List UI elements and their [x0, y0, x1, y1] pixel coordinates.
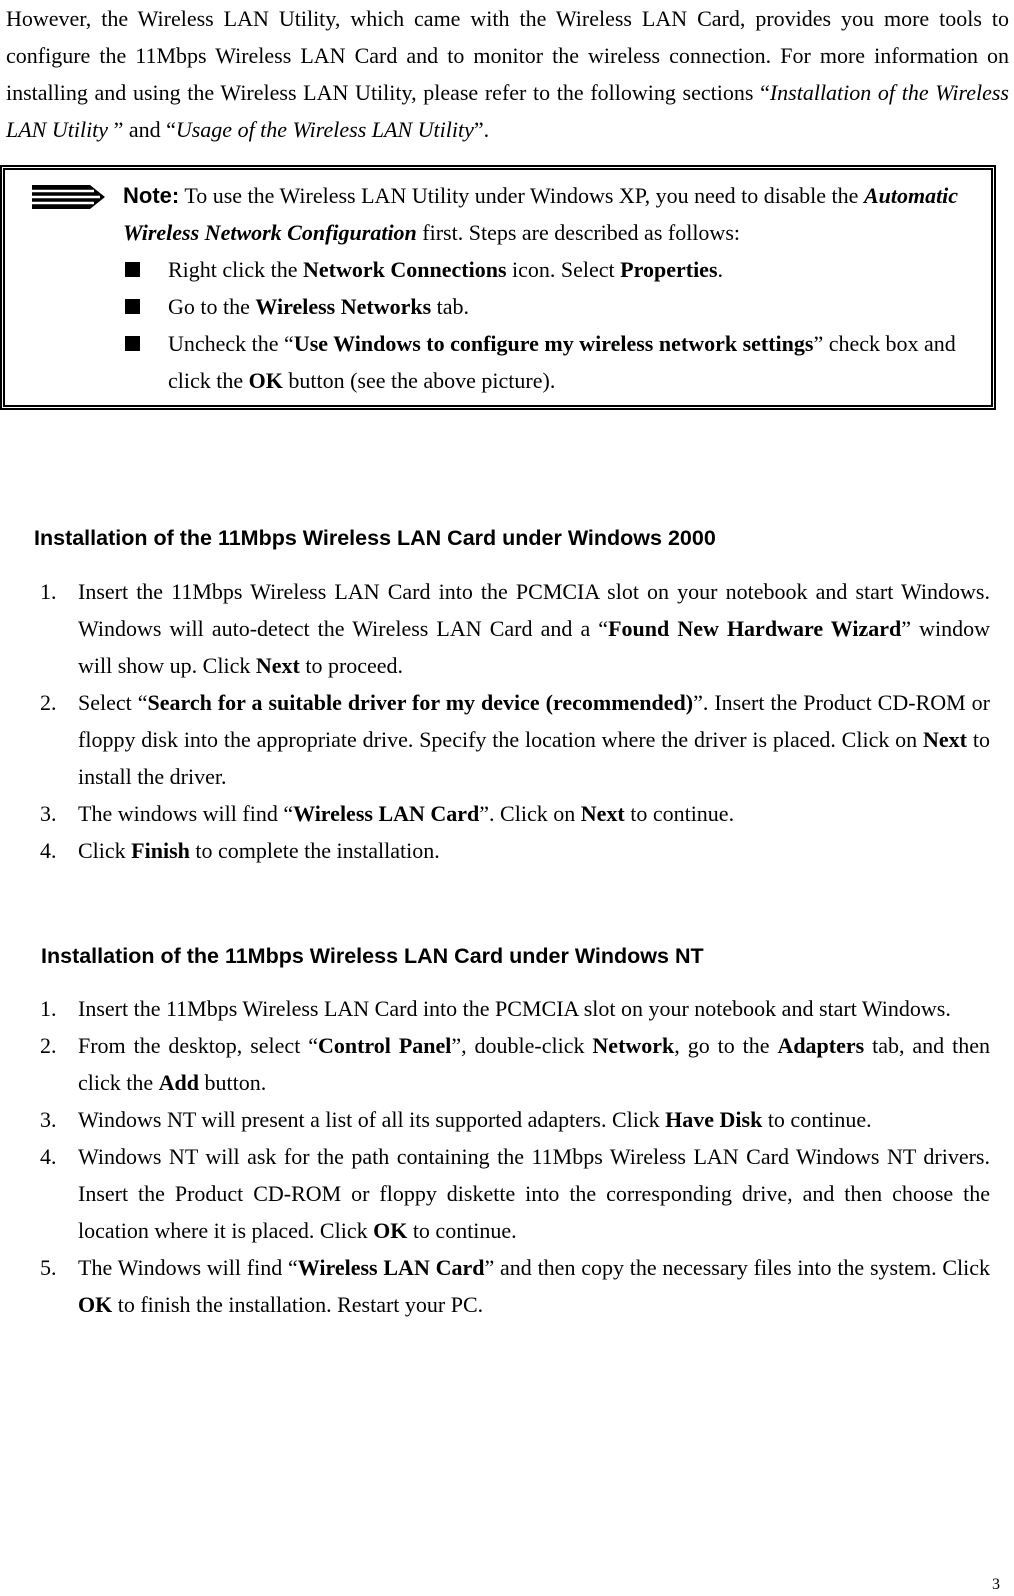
use-windows-setting-term: Use Windows to configure my wireless network settings — [293, 331, 814, 356]
bullet-text: Right click the — [168, 257, 304, 282]
step-item — [40, 795, 990, 832]
step-item — [40, 573, 990, 684]
bullet-text: . — [717, 257, 724, 282]
note-bullet-item — [123, 288, 983, 325]
step-text: The Windows will find “ — [78, 1255, 298, 1280]
step-text: Windows NT will present a list of all its supported adapters. Click — [78, 1107, 666, 1132]
network-term: Network — [592, 1033, 675, 1058]
step-text: to proceed. — [299, 653, 404, 678]
step-number: 1. — [40, 579, 57, 604]
step-item — [40, 1101, 990, 1138]
step-number: 5. — [40, 1255, 57, 1280]
step-item — [40, 1027, 990, 1101]
note-text-part: To use the Wireless LAN Utility under Windows XP, you need to disable the — [179, 183, 864, 208]
wireless-lan-card-term: Wireless LAN Card — [297, 1255, 485, 1280]
found-new-hardware-term: Found New Hardware Wizard — [608, 616, 902, 641]
wireless-networks-term: Wireless Networks — [255, 294, 432, 319]
have-disk-term: Have Disk — [665, 1107, 763, 1132]
steps-windows-2000 — [40, 573, 990, 869]
next-term: Next — [923, 727, 968, 752]
step-text: Insert the 11Mbps Wireless LAN Card into the PCMCIA slot on your notebook and start Windows. — [78, 996, 951, 1021]
section-ref-usage-utility: Usage of the Wireless LAN Utility — [175, 117, 474, 142]
bullet-text: Uncheck the “ — [168, 331, 294, 356]
note-bullet-item — [123, 251, 983, 288]
bullet-square-icon — [125, 299, 140, 314]
add-term: Add — [158, 1070, 199, 1095]
step-text: ” and then copy the necessary files into the system. Click — [484, 1255, 991, 1280]
step-item — [40, 832, 990, 869]
step-item — [40, 684, 990, 795]
step-text: ”, double-click — [451, 1033, 593, 1058]
step-text: Select “ — [78, 690, 148, 715]
section-ref-installation-utility: Installation of the Wireless LAN Utility — [6, 80, 1009, 142]
note-box — [0, 165, 996, 410]
intro-text: However, the Wireless LAN Utility, which came with the Wireless LAN Card, provides you more tools to configure the 11Mbps Wireless LAN Card and to monitor the wireless connection. For more information on installing and using the Wireless LAN Utility, please refer to the following sections “ — [6, 6, 1009, 105]
next-term: Next — [580, 801, 625, 826]
step-text: to complete the installation. — [189, 838, 440, 863]
step-text: to finish the installation. Restart your PC. — [112, 1292, 484, 1317]
finish-term: Finish — [131, 838, 190, 863]
bullet-text: button (see the above picture). — [282, 368, 556, 393]
step-item — [40, 1138, 990, 1249]
page-number: 3 — [992, 1576, 1000, 1593]
bullet-text: ” check box and click the — [168, 331, 956, 393]
ok-term: OK — [373, 1218, 408, 1243]
step-text: ”. Click on — [479, 801, 581, 826]
wireless-lan-card-term: Wireless LAN Card — [293, 801, 480, 826]
step-number: 4. — [40, 838, 57, 863]
properties-term: Properties — [620, 257, 718, 282]
automatic-wireless-config: Automatic Wireless Network Configuration — [123, 183, 959, 245]
step-text: , go to the — [674, 1033, 778, 1058]
note-text-part: first. Steps are described as follows: — [416, 220, 740, 245]
step-number: 2. — [40, 1033, 57, 1058]
step-number: 3. — [40, 1107, 57, 1132]
note-bullet-item — [123, 325, 983, 399]
step-text: The windows will find “ — [78, 801, 294, 826]
step-text: From the desktop, select “ — [78, 1033, 318, 1058]
bullet-square-icon — [125, 336, 140, 351]
intro-paragraph — [6, 0, 1009, 148]
step-number: 2. — [40, 690, 57, 715]
bullet-square-icon — [125, 262, 140, 277]
steps-windows-nt — [40, 990, 990, 1323]
intro-text: ” and “ — [108, 117, 176, 142]
bullet-text: tab. — [431, 294, 470, 319]
bullet-text: icon. Select — [506, 257, 621, 282]
step-number: 1. — [40, 996, 57, 1021]
step-item — [40, 1249, 990, 1323]
step-text: ”. Insert the Product CD-ROM or floppy disk into the appropriate drive. Specify the location where the driver is placed. Click on — [78, 690, 990, 752]
note-text — [123, 177, 983, 399]
note-bullet-list — [123, 251, 983, 399]
step-item — [40, 990, 990, 1027]
step-number: 4. — [40, 1144, 57, 1169]
network-connections-term: Network Connections — [303, 257, 507, 282]
step-text: Windows NT will ask for the path containing the 11Mbps Wireless LAN Card Windows NT drivers. Insert the Product CD-ROM or floppy diskette into the corresponding drive, and then choose the location where it is placed. Click — [78, 1144, 990, 1243]
note-arrow-icon — [30, 182, 108, 212]
step-number: 3. — [40, 801, 57, 826]
adapters-term: Adapters — [777, 1033, 865, 1058]
next-term: Next — [255, 653, 300, 678]
intro-text: ”. — [473, 117, 490, 142]
bullet-text: Go to the — [168, 294, 256, 319]
step-text: button. — [199, 1070, 267, 1095]
step-text: to install the driver. — [78, 727, 990, 789]
step-text: ” window will show up. Click — [78, 616, 991, 678]
step-text: tab, and then click the — [78, 1033, 990, 1095]
ok-term: OK — [78, 1292, 113, 1317]
step-text: to continue. — [624, 801, 735, 826]
note-intro — [123, 177, 983, 251]
step-text: Insert the 11Mbps Wireless LAN Card into the PCMCIA slot on your notebook and start Windows. Windows will auto-detect the Wireless LAN Card and a “ — [78, 579, 990, 641]
step-text: to continue. — [407, 1218, 517, 1243]
heading-windows-2000: Installation of the 11Mbps Wireless LAN Card under Windows 2000 — [34, 526, 716, 550]
control-panel-term: Control Panel — [317, 1033, 452, 1058]
search-driver-term: Search for a suitable driver for my device (recommended) — [147, 690, 694, 715]
ok-term: OK — [248, 368, 283, 393]
note-label: Note: — [123, 183, 180, 208]
step-text: Click — [78, 838, 132, 863]
heading-windows-nt: Installation of the 11Mbps Wireless LAN Card under Windows NT — [41, 944, 704, 968]
step-text: to continue. — [762, 1107, 872, 1132]
